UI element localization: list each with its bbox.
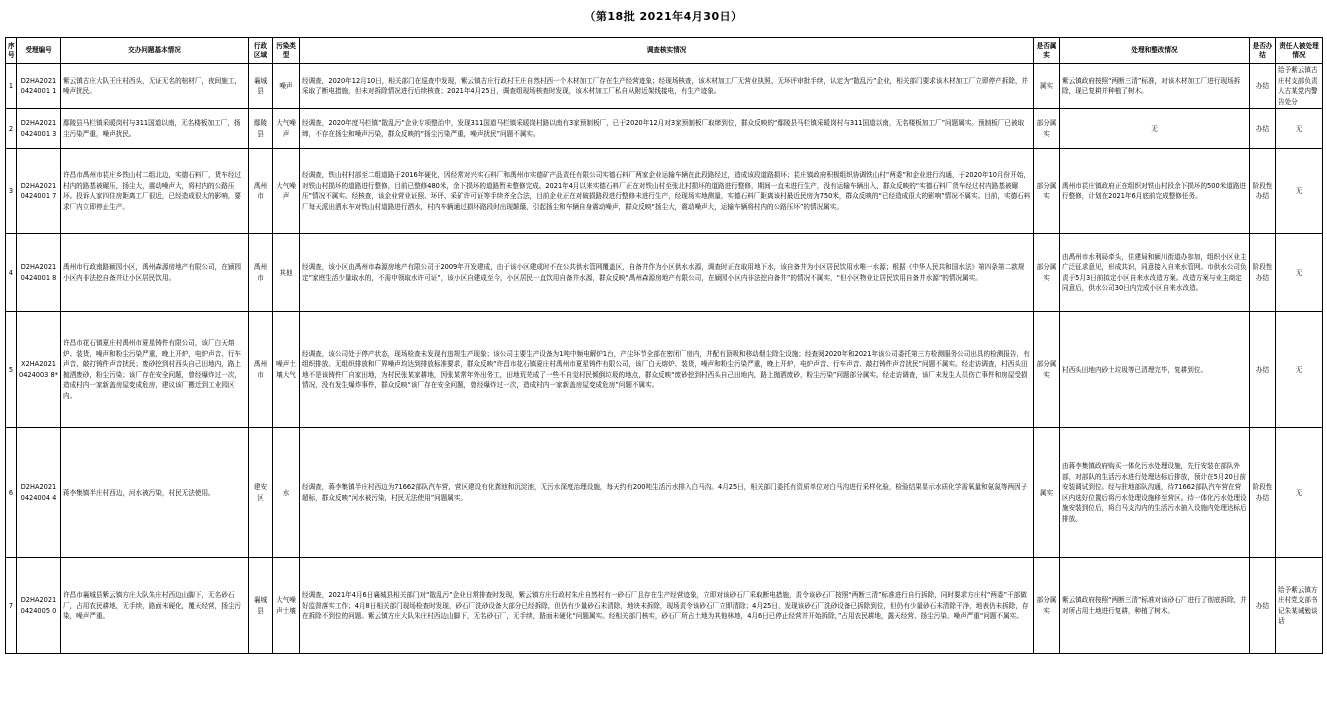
row-region: 禹州市 xyxy=(249,234,273,312)
row-accountability: 给予紫云镇古庄村支部负责人古某党内警告处分 xyxy=(1276,64,1323,109)
header-accountability: 责任人被处理情况 xyxy=(1276,38,1323,64)
row-no: 5 xyxy=(6,312,17,428)
table-row xyxy=(6,558,1323,654)
row-accountability: 无 xyxy=(1276,428,1323,558)
row-investigation: 经调查，2020年12月10日，相关部门在巡查中发现，紫云镇古庄行政村王庄自然村西一个木材加工厂存在生产经营迹象；经现场核查，该木材加工厂无营业执照、无环评审批手续，认定为“散乱污”企业，相关部门要求该木材加工厂立即停产拆除，并采取了断电措施，但未对拆除情况进行后续核查；2021年4月25日，调查组现场核查时发现，该木材加工厂私自从附近架线接电，有生产迹象。 xyxy=(300,64,1034,109)
row-code: X2HA20210424003 8* xyxy=(17,312,61,428)
row-closed: 阶段性办结 xyxy=(1250,149,1276,234)
row-investigation: 经调查，2021年4月6日襄城县相关部门对“散乱污”企业日常排查时发现，紫云镇方庄行政村朱庄自然村有一砂石厂且存在生产经营迹象，立即对该砂石厂采取断电措施，责令该砂石厂按照“两断三清”标准进行自行拆除，同时要求方庄村“两委”干部做好监督落实工作；4月8日相关部门现场检查时发现，砂石厂洗砂设备大部分已经拆除，但仍有少量砂石未清除，地块未拆除，现场责令该砂石厂立即清除；4月25日，发现该砂石厂洗砂设备已拆除到位，但仍有少量砂石未清除干净，地表仍未拆除，存在拆除不到位的问题。紫云镇方庄大队朱庄村西边山脚下，无名砂石厂，无手续，路面未硬化“问题属实。经相关部门核实，砂石厂所占土地为其他林地，4月6日已停止经营并开始拆除，”占用农民耕地，露天经营、扬尘污染、噪声严重“问题不属实。 xyxy=(300,558,1034,654)
row-pollution: 水 xyxy=(273,428,300,558)
row-closed: 办结 xyxy=(1250,312,1276,428)
row-no: 2 xyxy=(6,109,17,149)
row-pollution: 噪声土壤大气 xyxy=(273,312,300,428)
row-accountability: 无 xyxy=(1276,149,1323,234)
row-verified: 部分属实 xyxy=(1034,149,1060,234)
row-issue: 许昌市禹州市苌庄乡铁山村二组北边，实德石料厂，货车经过村内的路基被碾压，扬尘大，震动噪声大，将村内的公路压坏。投诉人家四住房距离工厂很近，已经造成很大的影响，要求厂内立即停止生产。 xyxy=(61,149,249,234)
header-code: 受理编号 xyxy=(17,38,61,64)
header-investigation: 调查核实情况 xyxy=(300,38,1034,64)
row-accountability: 无 xyxy=(1276,109,1323,149)
row-no: 1 xyxy=(6,64,17,109)
row-issue: 紫云镇古庄大队王庄村西头，无证无名的棺材厂，夜间施工，噪声扰民。 xyxy=(61,64,249,109)
row-accountability: 无 xyxy=(1276,234,1323,312)
row-code: D2HA20210424001 3 xyxy=(17,109,61,149)
row-handling: 无 xyxy=(1060,109,1250,149)
row-no: 6 xyxy=(6,428,17,558)
row-accountability: 无 xyxy=(1276,312,1323,428)
row-no: 4 xyxy=(6,234,17,312)
row-verified: 部分属实 xyxy=(1034,234,1060,312)
header-pollution: 污染类型 xyxy=(273,38,300,64)
table-row xyxy=(6,234,1323,312)
row-region: 禹州市 xyxy=(249,149,273,234)
row-handling: 紫云镇政府按照“两断三清”标准，对该木材加工厂进行现场拆除，现已复耕并种植了树木。 xyxy=(1060,64,1250,109)
row-pollution: 噪声 xyxy=(273,64,300,109)
row-handling: 禹州市苌庄镇政府正在组织对铁山村段余下损坏的500米道路进行整修，计划在2021年6月底前完成整修任务。 xyxy=(1060,149,1250,234)
row-pollution: 其他 xyxy=(273,234,300,312)
header-closed: 是否办结 xyxy=(1250,38,1276,64)
supervision-table xyxy=(5,37,1323,654)
row-closed: 办结 xyxy=(1250,558,1276,654)
row-closed: 阶段性办结 xyxy=(1250,234,1276,312)
row-code: D2HA20210424001 7 xyxy=(17,149,61,234)
table-row xyxy=(6,64,1323,109)
row-closed: 办结 xyxy=(1250,109,1276,149)
header-verified: 是否属实 xyxy=(1034,38,1060,64)
row-region: 鄢陵县 xyxy=(249,109,273,149)
header-handling: 处理和整改情况 xyxy=(1060,38,1250,64)
header-no: 序号 xyxy=(6,38,17,64)
row-region: 襄城县 xyxy=(249,558,273,654)
page-title: （第18批 2021年4月30日） xyxy=(584,10,743,23)
row-verified: 部分属实 xyxy=(1034,312,1060,428)
row-code: D2HA20210424001 1 xyxy=(17,64,61,109)
row-region: 建安区 xyxy=(249,428,273,558)
row-verified: 部分属实 xyxy=(1034,109,1060,149)
row-closed: 办结 xyxy=(1250,64,1276,109)
row-pollution: 大气噪声 xyxy=(273,109,300,149)
row-no: 3 xyxy=(6,149,17,234)
row-handling: 由禹州市水利局牵头，住建局和颍川街道办参加，组织小区业主广泛征求意见，形成共识，同意接入自来水管网。市供水公司负责于5月3日前拟定小区自来水改造方案。改造方案与业主商定同意后，供水公司30日内完成小区自来水改造。 xyxy=(1060,234,1250,312)
row-investigation: 经调查，该小区由禹州市森源房地产有限公司于2009年开发建成，由于该小区建成时不在公共供水管网覆盖区，自备井作为小区供水水源，调查时正在取用地下水，该自备井为小区居民饮用水唯一水源；根据《中华人民共和国水法》第四条第二款规定“家庭生活少量取水的，不需申领取水许可证”，该小区自建成至今，小区居民一直饮用自备井水源，群众反映“禹州森源房地产有限公司，在颍园小区内非法挖自备井”的情况不属实，“但小区物业让居民饮用自备井水源”的情况属实。 xyxy=(300,234,1034,312)
header-row xyxy=(6,38,1323,64)
row-no: 7 xyxy=(6,558,17,654)
row-region: 禹州市 xyxy=(249,312,273,428)
row-code: D2HA20210424004 4 xyxy=(17,428,61,558)
row-code: D2HA20210424005 0 xyxy=(17,558,61,654)
row-verified: 属实 xyxy=(1034,64,1060,109)
row-pollution: 大气噪声 xyxy=(273,149,300,234)
row-verified: 部分属实 xyxy=(1034,558,1060,654)
row-code: D2HA20210424001 8 xyxy=(17,234,61,312)
row-handling: 由蒋李集镇政府购买一体化污水处理设施，先行安装在部队外部，对部队的生活污水进行处理达标后排放，预计在5月20日前安装调试到位。经与驻地部队沟通，待71662部队汽车营在营区内选好位置后将污水处理设施移至营区。待一体化污水处理设施安装到位后，将白马支沟内的生活污水抽入设施内处理达标后排放。 xyxy=(1060,428,1250,558)
row-handling: 村西头田地内砂土垃圾等已清理完毕，复耕到位。 xyxy=(1060,312,1250,428)
row-issue: 蒋李集镇半庄村西边，河水被污染，村民无法使用。 xyxy=(61,428,249,558)
row-issue: 鄢陵县马栏镇采暖岗村与311国道以南，无名楼板加工厂，扬尘污染严重，噪声扰民。 xyxy=(61,109,249,149)
row-verified: 属实 xyxy=(1034,428,1060,558)
row-closed: 阶段性办结 xyxy=(1250,428,1276,558)
table-row xyxy=(6,109,1323,149)
header-region: 行政区域 xyxy=(249,38,273,64)
table-row xyxy=(6,312,1323,428)
row-issue: 禹州市行政南路颍园小区，禹州森源房地产有限公司，在颍园小区内非法挖自备井让小区居民饮用。 xyxy=(61,234,249,312)
row-investigation: 经调查，蒋李集镇半庄村西边为71662部队汽车营，营区建设有化粪池和沉淀池，无污水深度治理设施，每天约有200吨生活污水排入白马沟。4月25日，相关部门委托有资质单位对白马沟进行采样化验，检验结果显示水质化学需氧量和氨氮等两因子超标，群众反映“河水被污染，村民无法使用”问题属实。 xyxy=(300,428,1034,558)
header-issue: 交办问题基本情况 xyxy=(61,38,249,64)
table-row xyxy=(6,149,1323,234)
row-accountability: 给予紫云镇方庄村党支部书记朱某诫勉谈话 xyxy=(1276,558,1323,654)
row-pollution: 大气噪声土壤 xyxy=(273,558,300,654)
row-investigation: 经调查，该公司处于停产状态，现场检查未发现有违规生产现象；该公司主要生产设备为1吨中频电解炉1台，产尘环节全部在密闭厂房内，并配有顶吸和移动烟尘除尘设施；经查阅2020年和2021年该公司委托第三方检测服务公司出具的检测报告，有组织排放、无组织排放和厂界噪声均达到排放标准要求，群众反映“许昌市花石镇夏庄村禹州市夏星铸件有限公司，该厂白天熔炉、装货，噪声和粉尘污染严重，晚上开炉，电炉声音、行车声音、敲打铸件声音扰民”问题不属实。经走访调查，村西头田地不是该铸件厂自家田地，为村民张某家耕地，因张某常年外出务工，田地荒芜成了一些不自觉村民倾倒垃圾的地点，群众反映“废砂挖到村西头自己田地内，路上抛洒废砂，粉尘污染”问题部分属实。经走访调查，该厂未发生人员伤亡事件和房屋受损情况，没有发生爆炸事件，群众反映“该厂存在安全问题，曾经爆炸过一次，造成村内一家新盖房屋变成危房”问题不属实。 xyxy=(300,312,1034,428)
row-issue: 许昌市花石镇夏庄村禹州市夏星铸件有限公司，该厂白天熔炉、装货，噪声和粉尘污染严重，晚上开炉，电炉声音、行车声音、敲打铸件声音扰民；废砂挖到村西头自己田地内，路上抛洒废砂，粉尘污染；该厂存在安全问题，曾经爆炸过一次，造成村内一家新盖房屋变成危房，建议该厂搬迁到工业园区内。 xyxy=(61,312,249,428)
row-investigation: 经调查，铁山村村部至二组道路于2016年硬化，因经常对兴实石料厂和禹州市实德矿产品责任有限公司实德石料厂两家企业运输车辆在此段路经过，造成该段道路损坏；苌庄镇政府积极组织协调铁山村“两委”和企业进行沟通，于2020年10月份开始，对铁山村损坏的道路进行整修，目前已整修480米，余下损坏的道路暂未整修完成。2021年4月以来实德石料厂正在对铁山村至张北村损坏的道路进行整修，期间一直未进行生产，没有运输车辆出入，群众反映的“实德石料厂货车经过村内路基被碾压”情况不属实。经核查，该企业营业证照、环评、采矿许可证等手续齐全合法，目前企业正在对破损路段进行整修未进行生产，经现场实地测量，实德石料厂距离该村最近民房为750米，群众反映的“已经造成很大的影响”情况不属实。目前，实德石料厂每天派出洒水车对铁山村道路进行洒水，村内车辆通过损坏路段时出现颠簸，引起扬尘和车辆自身震动噪声，群众反映“扬尘大，震动噪声大，运输车辆将村内的公路压坏”的情况属实。 xyxy=(300,149,1034,234)
row-handling: 紫云镇政府按照“两断三清”标准对该砂石厂进行了彻底拆除，并对所占用土地进行复耕，种植了树木。 xyxy=(1060,558,1250,654)
table-row xyxy=(6,428,1323,558)
row-investigation: 经调查，2020年度马栏镇“散乱污”企业专项整治中，发现311国道马栏镇采暖岗村路以南有3家预制板厂，已于2020年12月对3家预制板厂取缔到位，群众反映的“鄢陵县马栏镇采暖岗村与311国道以南，无名楼板加工厂”问题属实。预制板厂已被取缔，不存在扬尘和噪声污染，群众反映的“扬尘污染严重，噪声扰民”问题不属实。 xyxy=(300,109,1034,149)
row-region: 襄城县 xyxy=(249,64,273,109)
row-issue: 许昌市襄城县紫云镇方庄大队朱庄村西边山脚下，无名砂石厂，占用农民耕地，无手续，路面未硬化，覆天经营，扬尘污染，噪声严重。 xyxy=(61,558,249,654)
